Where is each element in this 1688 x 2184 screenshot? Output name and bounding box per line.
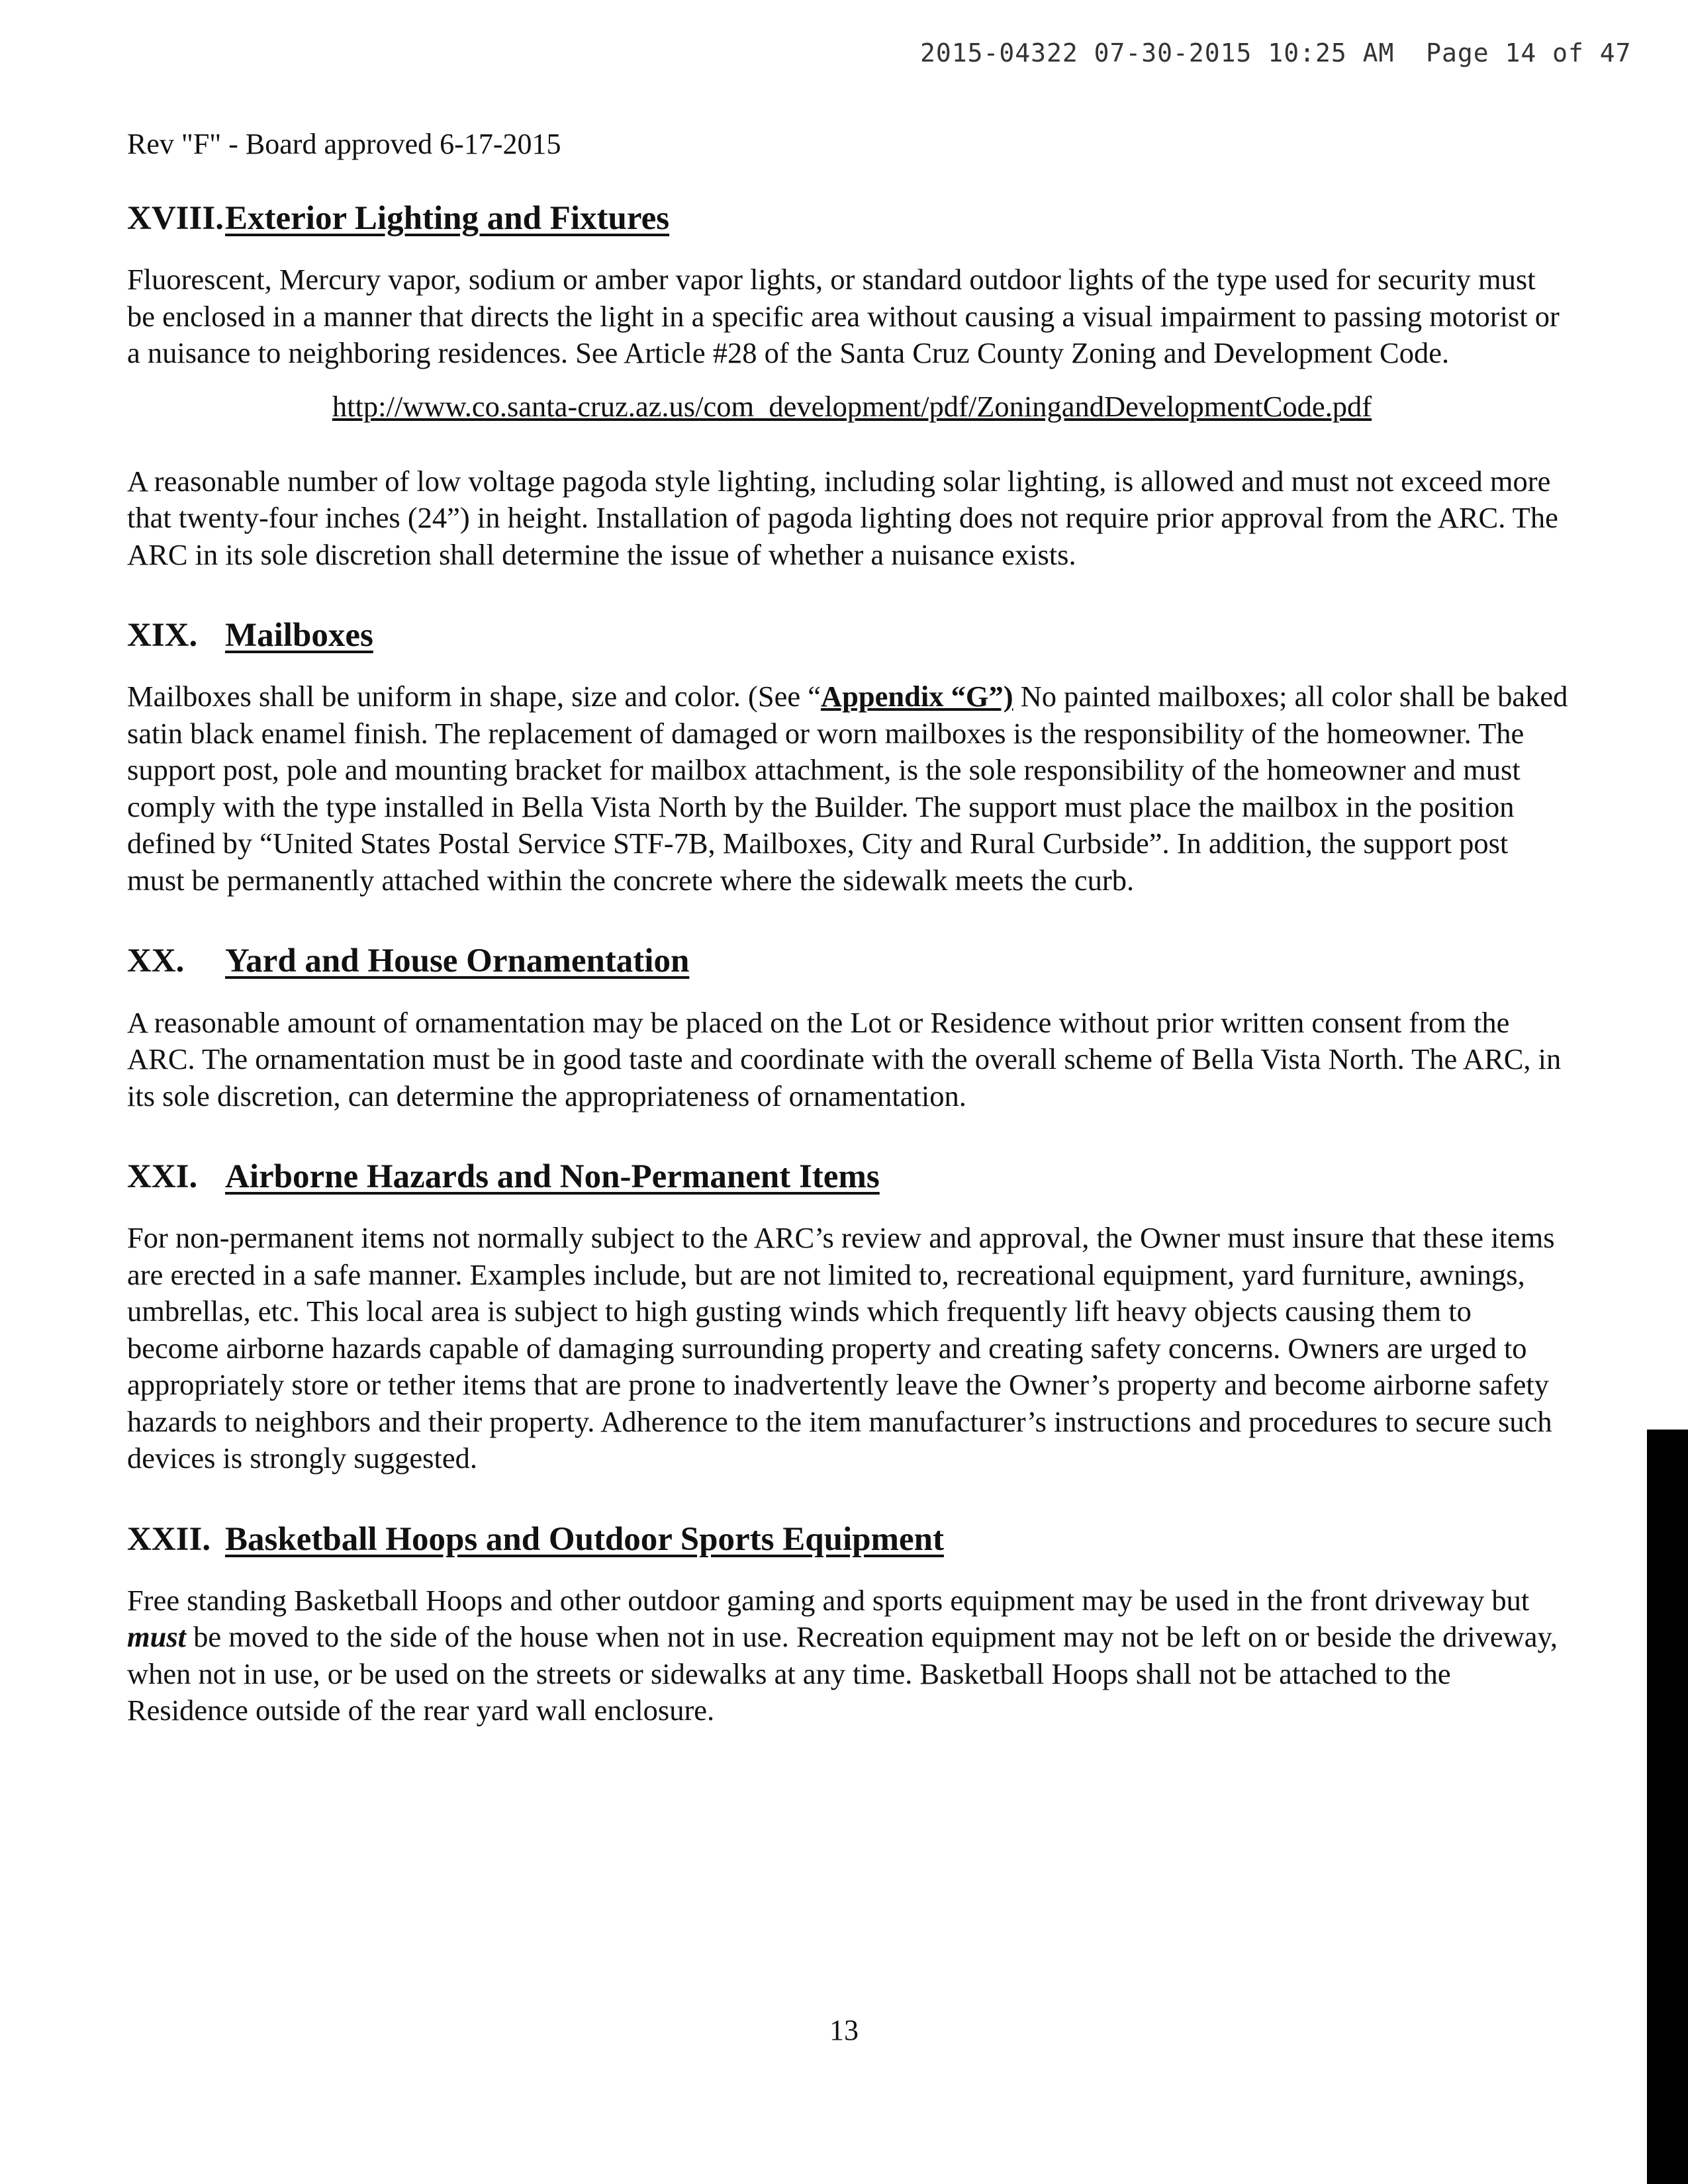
text-run: Mailboxes shall be uniform in shape, size and color. (See “ xyxy=(127,680,821,713)
section-title: Exterior Lighting and Fixtures xyxy=(225,200,670,237)
section-heading xyxy=(127,1157,1570,1197)
text-run: No painted mailboxes; all color shall be baked satin black enamel finish. The replacement of damaged or worn mailboxes is the responsibility of the homeowner. The support post, pole and mounting bracket for mailbox attachment, is the sole responsibility of the homeowner and must comply with the type installed in Bella Vista North by the Builder. The support must place the mailbox in the position defined by “United States Postal Service STF-7B, Mailboxes, City and Rural Curbside”. In addition, the support post must be permanently attached within the concrete where the sidewalk meets the curb. xyxy=(127,680,1568,897)
section-xxi xyxy=(127,1157,1570,1477)
paragraph: Fluorescent, Mercury vapor, sodium or amber vapor lights, or standard outdoor lights of the type used for security must be enclosed in a manner that directs the light in a specific area without causing a visual impairment to passing motorist or a nuisance to neighboring residences. See Article #28 of the Santa Cruz County Zoning and Development Code. xyxy=(127,263,1560,370)
paragraph: A reasonable number of low voltage pagoda style lighting, including solar lighting, is allowed and must not exceed more that twenty-four inches (24”) in height. Installation of pagoda lighting does not require prior approval from the ARC. The ARC in its sole discretion shall determine the issue of whether a nuisance exists. xyxy=(127,464,1558,571)
section-title: Mailboxes xyxy=(225,617,373,655)
section-number: XIX. xyxy=(127,617,198,655)
zoning-code-link[interactable]: http://www.co.santa-cruz.az.us/com_development/pdf/ZoningandDevelopmentCode.pdf xyxy=(332,389,1372,423)
text-run: be moved to the side of the house when not in use. Recreation equipment may not be left on or beside the driveway, when not in use, or be used on the streets or sidewalks at any time. Basketball Hoops shall not be attached to the Residence outside of the rear yard wall enclosure. xyxy=(127,1620,1558,1727)
emphasis-must: must xyxy=(127,1620,187,1654)
section-xxii xyxy=(127,1520,1570,1729)
page-number: 13 xyxy=(829,2014,859,2046)
section-number: XXII. xyxy=(127,1520,211,1558)
section-heading xyxy=(127,941,1570,981)
scan-margin-bar xyxy=(1647,1430,1688,2184)
text-run: Free standing Basketball Hoops and other outdoor gaming and sports equipment may be used in the front driveway but xyxy=(127,1583,1530,1617)
section-heading xyxy=(127,615,1570,656)
appendix-g-reference: Appendix “G”) xyxy=(820,680,1013,713)
section-heading xyxy=(127,199,1570,239)
section-title: Basketball Hoops and Outdoor Sports Equipment xyxy=(225,1520,944,1558)
paragraph: For non-permanent items not normally subject to the ARC’s review and approval, the Owner must insure that these items are erected in a safe manner. Examples include, but are not limited to, recreational equipment, yard furniture, awnings, umbrellas, etc. This local area is subject to high gusting winds which frequently lift heavy objects causing them to become airborne hazards capable of damaging surrounding property and creating safety concerns. Owners are urged to appropriately store or tether items that are prone to inadvertently leave the Owner’s property and become airborne safety hazards to neighbors and their property. Adherence to the item manufacturer’s instructions and procedures to secure such devices is strongly suggested. xyxy=(127,1221,1555,1475)
paragraph xyxy=(127,678,1570,899)
section-number: XX. xyxy=(127,942,185,980)
paragraph: A reasonable amount of ornamentation may be placed on the Lot or Residence without prior written consent from the ARC. The ornamentation must be in good taste and coordinate with the overall scheme of Bella Vista North. The ARC, in its sole discretion, can determine the appropriateness of ornamentation. xyxy=(127,1005,1562,1113)
section-xix xyxy=(127,615,1570,899)
revision-note: Rev "F" - Board approved 6-17-2015 xyxy=(127,128,561,160)
section-heading xyxy=(127,1520,1570,1560)
section-xx xyxy=(127,941,1570,1115)
fax-header: 2015-04322 07-30-2015 10:25 AM Page 14 of 47 xyxy=(920,38,1632,68)
paragraph xyxy=(127,1582,1570,1729)
section-xviii xyxy=(127,199,1570,573)
section-title: Yard and House Ornamentation xyxy=(225,942,690,980)
section-number: XVIII. xyxy=(127,200,224,237)
section-title: Airborne Hazards and Non-Permanent Items xyxy=(225,1158,880,1196)
document-body xyxy=(127,199,1570,1772)
section-number: XXI. xyxy=(127,1158,198,1196)
